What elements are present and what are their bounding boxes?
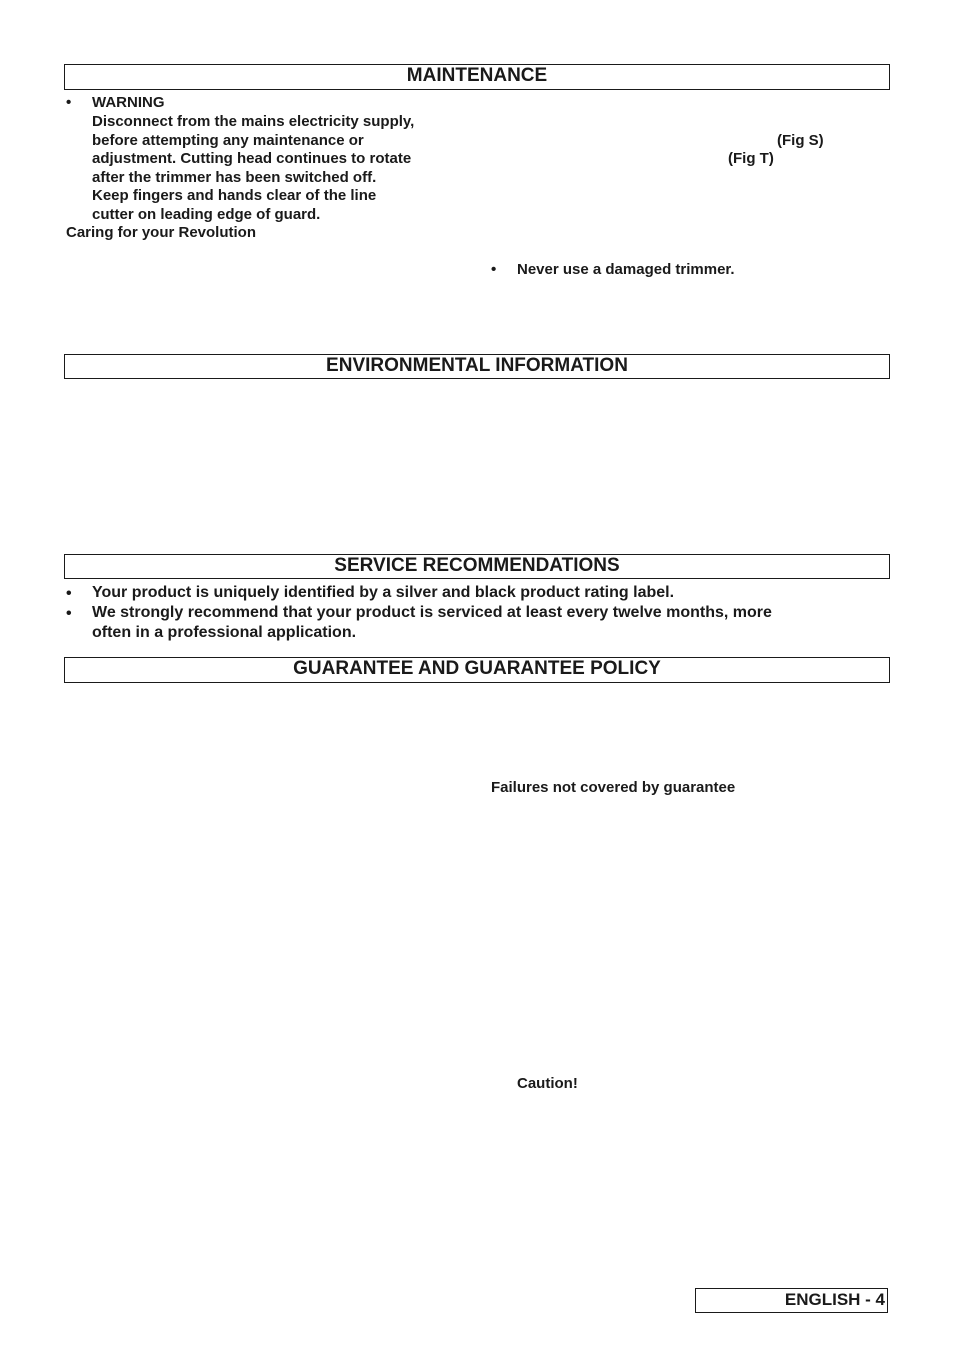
- never-damaged-text: Never use a damaged trimmer.: [517, 261, 735, 278]
- caring-heading: Caring for your Revolution: [66, 224, 257, 241]
- maintenance-heading: MAINTENANCE: [64, 64, 890, 90]
- service-item: We strongly recommend that your product is serviced at least every twelve months, more: [92, 604, 772, 621]
- service-bullet: •: [66, 605, 72, 622]
- warning-line: before attempting any maintenance or: [92, 131, 364, 149]
- environmental-heading: ENVIRONMENTAL INFORMATION: [64, 354, 890, 379]
- service-heading: SERVICE RECOMMENDATIONS: [64, 554, 890, 579]
- guarantee-heading: GUARANTEE AND GUARANTEE POLICY: [64, 657, 890, 683]
- warning-label: WARNING: [92, 94, 165, 111]
- warning-line: Disconnect from the mains electricity supply,: [92, 113, 415, 130]
- page-number-label: ENGLISH - 4: [695, 1288, 888, 1313]
- fig-t-reference: (Fig T): [728, 150, 774, 167]
- warning-line: after the trimmer has been switched off.: [92, 168, 377, 186]
- service-bullet: •: [66, 585, 72, 602]
- caution-label: Caution!: [517, 1075, 578, 1092]
- service-item: Your product is uniquely identified by a silver and black product rating label.: [92, 584, 675, 601]
- warning-line: adjustment. Cutting head continues to rotate: [92, 150, 412, 168]
- failures-heading: Failures not covered by guarantee: [491, 779, 736, 796]
- service-item-continued: often in a professional application.: [92, 624, 357, 641]
- warning-bullet: •: [66, 94, 72, 111]
- warning-line: cutter on leading edge of guard.: [92, 205, 321, 223]
- fig-s-reference: (Fig S): [777, 132, 824, 149]
- damaged-bullet: •: [491, 261, 497, 278]
- warning-text: [92, 113, 414, 225]
- warning-line: Keep fingers and hands clear of the line: [92, 187, 377, 205]
